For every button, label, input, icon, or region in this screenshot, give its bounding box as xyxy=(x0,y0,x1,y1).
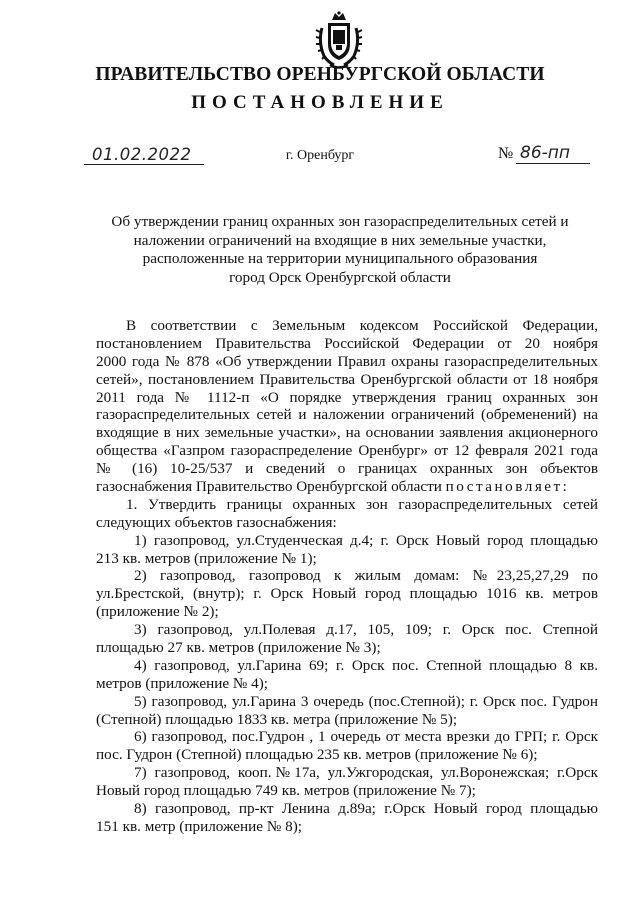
subject-line: Об утверждении границ охранных зон газораспределительных сетей и xyxy=(111,213,569,230)
decree-date: 01.02.2022 xyxy=(92,145,192,164)
subitem-line: Новый город площадью 749 кв. метров (приложение № 7); xyxy=(96,782,476,800)
preamble-line: входящие в них земельные участки», на основании заявления акционерного xyxy=(96,424,598,442)
subitem-line: метров (приложение № 4); xyxy=(96,674,269,692)
decree-number: 86-пп xyxy=(520,143,570,163)
subitem-line: 5) газопровод, ул.Гарина 3 очередь (пос.Степной); г. Орск пос. Гудрон xyxy=(134,692,598,710)
preamble-line: постановлением Правительства Российской Федерации от 20 ноября xyxy=(96,334,598,352)
preamble-line: № (16) 10-25/537 и сведений о границах охранных зон объектов xyxy=(96,460,598,478)
subitem-line: 3) газопровод, ул.Полевая д.17, 105, 109; г. Орск пос. Степной xyxy=(134,621,598,639)
subitem-line: (Степной) площадью 1833 кв. метра (приложение № 5); xyxy=(96,710,458,728)
subitem-line: ул.Брестской, (внутр); г. Орск Новый город площадью 1016 кв. метров xyxy=(96,585,598,603)
subitem-line: (приложение № 2); xyxy=(96,603,219,621)
subitem-line: 7) газопровод, кооп.№17а, ул.Ужгородская, ул.Воронежская; г.Орск xyxy=(134,764,598,782)
decrees-word: постановляет: xyxy=(445,478,570,496)
subject-line: наложении ограничений на входящие в них земельные участки, xyxy=(133,231,547,249)
decree-city: г. Оренбург xyxy=(285,148,355,163)
document-type-title: ПОСТАНОВЛЕНИЕ xyxy=(191,92,449,113)
item-line: 1. Утвердить границы охранных зон газораспределительных сетей xyxy=(126,495,598,513)
subitem-line: 4) газопровод, ул.Гарина 69; г. Орск пос. Степной площадью 8 кв. xyxy=(134,656,598,674)
preamble-last-line xyxy=(96,478,598,496)
preamble-line: 2011 года № 1112-п «О порядке утверждения границ охранных зон xyxy=(96,388,598,406)
preamble-line: сетей», постановлением Правительства Оренбургской области от 18 ноября xyxy=(96,370,598,388)
preamble-end: газоснабжения Правительство Оренбургской области xyxy=(96,478,442,496)
subitem-line: 8) газопровод, пр-кт Ленина д.89а; г.Орск Новый город площадью xyxy=(134,800,598,818)
date-underline xyxy=(84,164,204,165)
subject-line: город Орск Оренбургской области xyxy=(229,268,451,286)
subitem-line: 213 кв. метров (приложение № 1); xyxy=(96,549,317,567)
coat-of-arms-icon xyxy=(314,10,364,70)
number-underline xyxy=(516,163,590,164)
subitem-line: 1) газопровод, ул.Студенческая д.4; г. Орск Новый город площадью xyxy=(134,531,598,549)
preamble-line: 2000 года № 878 «Об утверждении Правил охраны газораспределительных xyxy=(96,352,598,370)
subitem-line: 6) газопровод, пос.Гудрон , 1 очередь от места врезки до ГРП; г. Орск xyxy=(134,728,598,746)
subitem-line: площадью 27 кв. метров (приложение № 3); xyxy=(96,639,381,657)
subject-line: расположенные на территории муниципального образования xyxy=(142,250,538,267)
item-line: следующих объектов газоснабжения: xyxy=(96,513,337,531)
subitem-line: 151 кв. метр (приложение № 8); xyxy=(96,817,302,835)
subitem-line: пос. Гудрон (Степной) площадью 235 кв. метров (приложение № 6); xyxy=(96,746,538,764)
preamble-line: газораспределительных сетей и наложении ограничений (обременений) на xyxy=(96,406,598,424)
decree-number-label: № xyxy=(498,145,514,162)
subitem-line: 2) газопровод, газопровод к жилым домам: №23,25,27,29 по xyxy=(134,567,598,585)
preamble-line: общества «Газпром газораспределение Оренбург» от 12 февраля 2021 года xyxy=(96,442,598,460)
decree-subject xyxy=(110,213,570,287)
government-title: ПРАВИТЕЛЬСТВО ОРЕНБУРГСКОЙ ОБЛАСТИ xyxy=(95,64,545,85)
preamble-line: В соответствии с Земельным кодексом Российской Федерации, xyxy=(126,317,598,334)
decree-body xyxy=(96,317,598,836)
